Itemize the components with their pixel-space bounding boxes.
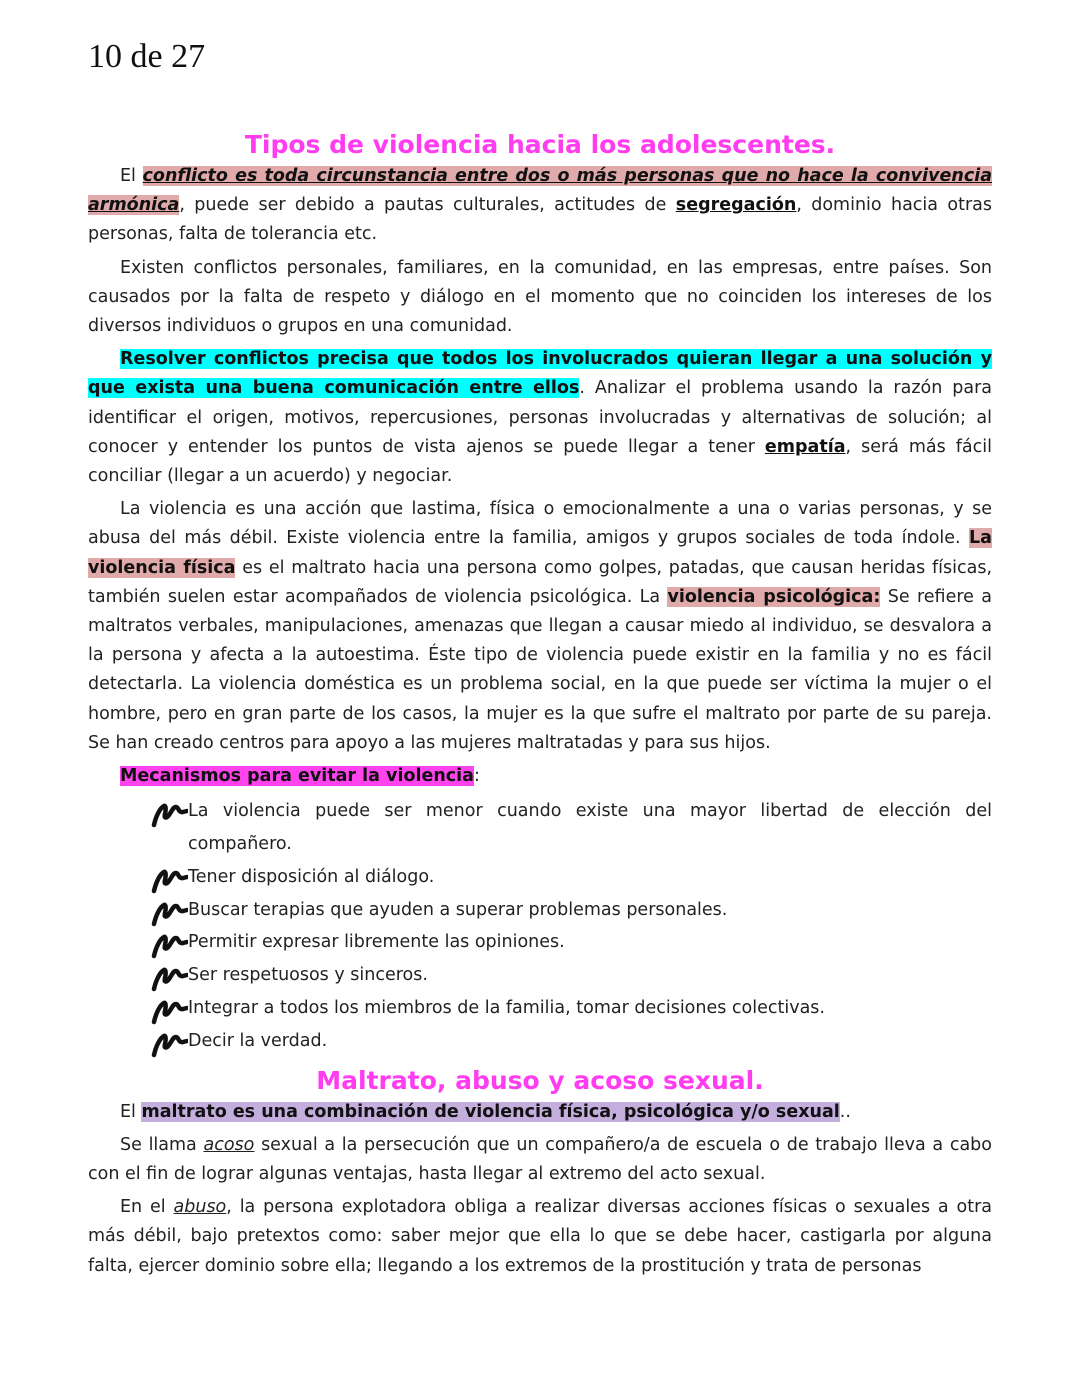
mechanism-text: Permitir expresar libremente las opiniones.: [188, 932, 565, 953]
text-run: , será más fácil conciliar (llegar a un acuerdo) y negociar.: [88, 436, 992, 487]
highlight-violencia-psicologica: violencia psicológica:: [667, 586, 881, 607]
mechanism-item: [150, 894, 992, 927]
mechanism-item: [150, 926, 992, 959]
term-segregacion: segregación: [675, 195, 797, 216]
section-title-tipos-violencia: Tipos de violencia hacia los adolescentes.: [244, 130, 836, 159]
mechanism-text: Decir la verdad.: [188, 1030, 328, 1051]
term-acoso: acoso: [203, 1134, 255, 1155]
text-run: es el maltrato hacia una persona como golpes, patadas, que causan heridas físicas, también suelen estar acompañados de violencia psicológica. La: [88, 557, 993, 607]
text-run: En el: [120, 1197, 174, 1218]
text-run: , la persona explotadora obliga a realizar diversas acciones físicas o sexuales a otra más débil, bajo pretextos como: saber mejor que ella lo que se debe hacer, castigarla por alguna falta, ejercer dominio sobre ella; llegando a los extremos de la prostitución y trata de personas: [88, 1197, 992, 1276]
scribble-bullet-icon: [150, 864, 188, 894]
page-content: [88, 128, 992, 1285]
highlight-conflicto-definition: conflicto es toda circunstancia entre dos o más personas que no hace la convivencia armónica: [88, 166, 993, 216]
text-run: , dominio hacia otras personas, falta de tolerancia etc.: [88, 195, 992, 245]
scribble-bullet-icon: [150, 929, 188, 959]
scribble-bullet-icon: [150, 798, 188, 828]
paragraph-resolver-conflictos: [88, 345, 992, 491]
text-run: La violencia es una acción que lastima, física o emocionalmente a una o varias personas, y se abusa del más débil. Existe violencia entre la familia, amigos y grupos sociales de toda índole.: [88, 499, 992, 549]
mechanism-text: Tener disposición al diálogo.: [188, 866, 435, 887]
scribble-bullet-icon: [150, 962, 188, 992]
page-number: 10 de 27: [88, 38, 206, 75]
highlight-mecanismos: Mecanismos para evitar la violencia: [120, 766, 474, 787]
text-run: , puede ser debido a pautas culturales, actitudes de: [179, 195, 676, 216]
mechanism-text: La violencia puede ser menor cuando existe una mayor libertad de elección del compañero.: [188, 801, 992, 855]
term-abuso: abuso: [173, 1197, 227, 1218]
paragraph-conflicto: [88, 162, 992, 250]
mechanism-text: Ser respetuosos y sinceros.: [188, 965, 428, 986]
paragraph-maltrato: [88, 1098, 992, 1127]
scribble-bullet-icon: [150, 995, 188, 1025]
highlight-resolver-conflictos: Resolver conflictos precisa que todos los involucrados quieran llegar a una solución y que exista una buena comunicación entre ellos: [88, 349, 992, 399]
text-run: ..: [839, 1101, 851, 1122]
text-run: . Analizar el problema usando la razón para identificar el origen, motivos, repercusiones, personas involucradas y alternativas de solución; al conocer y entender los puntos de vista ajenos se puede llegar a tener: [88, 378, 992, 457]
scribble-bullet-icon: [150, 897, 188, 927]
mechanisms-heading: [88, 762, 992, 791]
highlight-maltrato-definition: maltrato es una combinación de violencia física, psicológica y/o sexual: [141, 1101, 840, 1122]
highlight-violencia-fisica: La violencia física: [88, 528, 992, 578]
mechanism-text: Integrar a todos los miembros de la familia, tomar decisiones colectivas.: [188, 998, 825, 1019]
mechanism-item: [150, 992, 992, 1025]
text-run: :: [473, 766, 480, 787]
paragraph-acoso: [88, 1131, 992, 1189]
scribble-bullet-icon: [150, 1028, 188, 1058]
text-run: Se refiere a maltratos verbales, manipulaciones, amenazas que llegan a causar miedo al individuo, se desvalora a la persona y afecta a la autoestima. Éste tipo de violencia puede existir en la familia y no es fácil detectarla. La violencia doméstica es un problema social, en la que puede ser víctima la mujer o el hombre, pero en gran parte de los casos, la mujer es la que sufre el maltrato por parte de su pareja. Se han creado centros para apoyo a las mujeres maltratadas y para sus hijos.: [88, 586, 993, 753]
mechanism-item: [150, 959, 992, 992]
text-run: El: [120, 166, 143, 186]
mechanism-item: [150, 795, 992, 861]
paragraph-tipos-conflictos: Existen conflictos personales, familiares, en la comunidad, en las empresas, entre países. Son causados por la falta de respeto y diálogo en el momento que no coinciden los intereses de los diversos individuos o grupos en una comunidad.: [88, 257, 992, 337]
mechanism-item: [150, 1025, 992, 1058]
text-run: El: [120, 1101, 142, 1122]
mechanisms-list: [88, 795, 992, 1057]
term-empatia: empatía: [764, 436, 846, 457]
paragraph-abuso: [88, 1193, 992, 1281]
mechanism-text: Buscar terapias que ayuden a superar problemas personales.: [188, 899, 728, 920]
paragraph-violencia: [88, 495, 992, 758]
text-run: Se llama: [120, 1134, 204, 1155]
section-title-maltrato: Maltrato, abuso y acoso sexual.: [316, 1065, 764, 1095]
mechanism-item: [150, 861, 992, 894]
text-run: sexual a la persecución que un compañero/a de escuela o de trabajo lleva a cabo con el fin de lograr algunas ventajas, hasta llegar al extremo del acto sexual.: [88, 1134, 992, 1185]
